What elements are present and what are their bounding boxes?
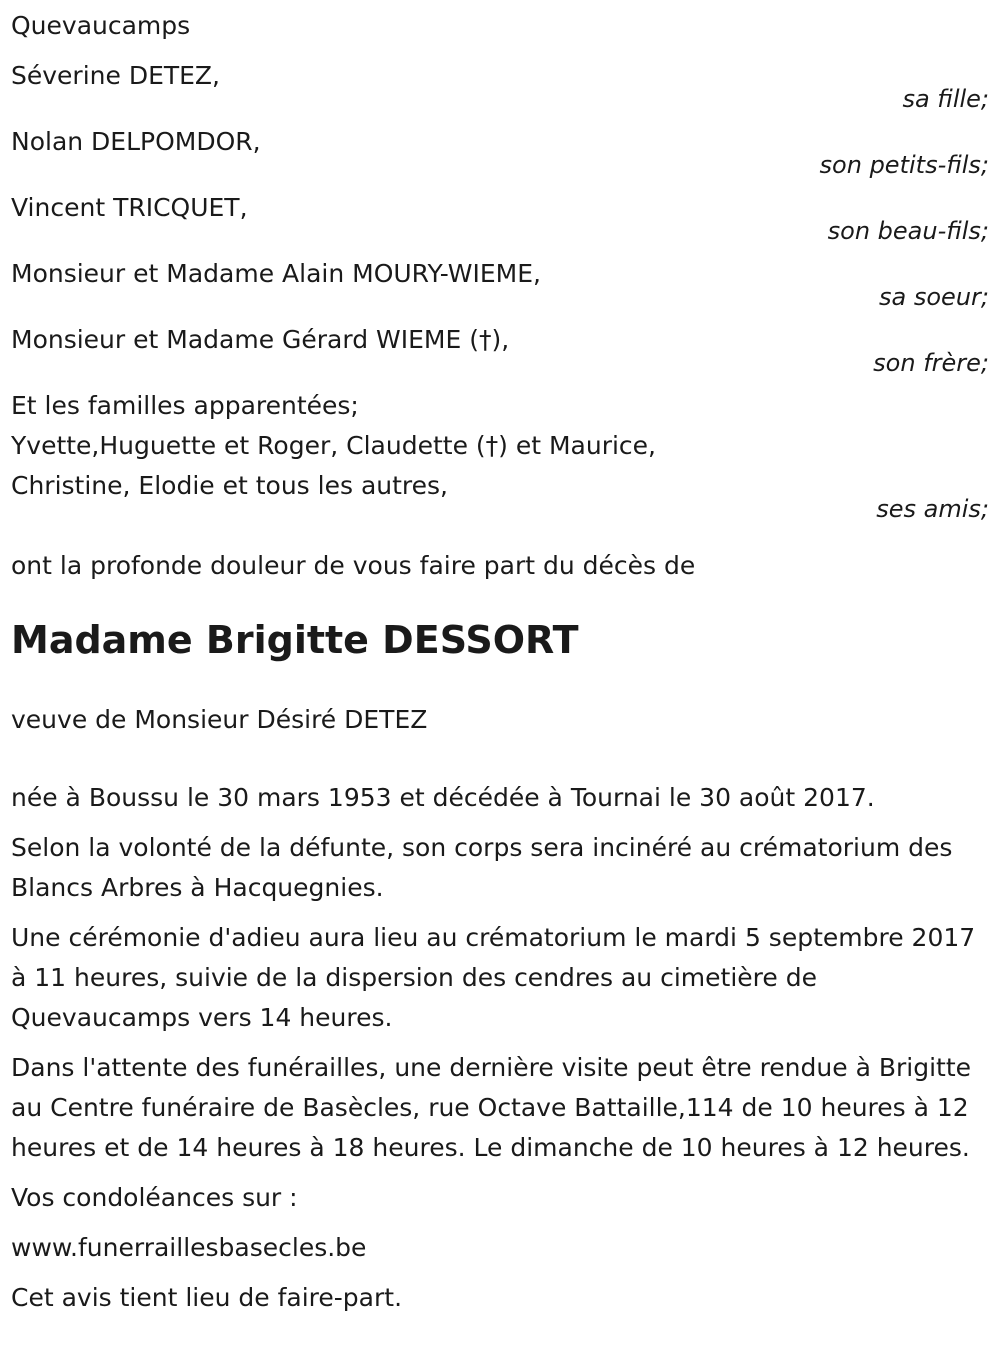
mourner-relation: son beau-fils;	[827, 217, 989, 245]
families-line: Yvette,Huguette et Roger, Claudette (†) et Maurice,	[11, 431, 657, 460]
mourner-relation: sa soeur;	[879, 283, 989, 311]
condolences-label: Vos condoléances sur :	[11, 1183, 298, 1212]
ceremony-paragraph: Une cérémonie d'adieu aura lieu au crématorium le mardi 5 septembre 2017 à 11 heures, suivie de la dispersion des cendres au cimetière de Quevaucamps vers 14 heures.	[11, 923, 976, 1032]
families-relation: ses amis;	[876, 495, 989, 523]
announcement-text: ont la profonde douleur de vous faire part du décès de	[11, 551, 696, 580]
mourner-name: Monsieur et Madame Gérard WIEME (†),	[11, 325, 510, 354]
mourner-relation: son petits-fils;	[819, 151, 989, 179]
mourner-relation: sa fille;	[902, 85, 989, 113]
mourner-name: Vincent TRICQUET,	[11, 193, 248, 222]
locality: Quevaucamps	[11, 11, 191, 40]
mourner-name: Nolan DELPOMDOR,	[11, 127, 261, 156]
mourner-relation: son frère;	[873, 349, 989, 377]
visitation-paragraph: Dans l'attente des funérailles, une dernière visite peut être rendue à Brigitte au Centre funéraire de Basècles, rue Octave Battaille,114 de 10 heures à 12 heures et de 14 heures à 18 heures. Le dimanche de 10 heures à 12 heures.	[11, 1053, 972, 1162]
obituary-notice	[11, 6, 989, 1318]
birth-death-dates: née à Boussu le 30 mars 1953 et décédée à Tournai le 30 août 2017.	[11, 783, 875, 812]
cremation-paragraph: Selon la volonté de la défunte, son corps sera incinéré au crématorium des Blancs Arbres à Hacquegnies.	[11, 833, 953, 902]
closing-text: Cet avis tient lieu de faire-part.	[11, 1283, 403, 1312]
mourner-name: Monsieur et Madame Alain MOURY-WIEME,	[11, 259, 541, 288]
mourner-name: Séverine DETEZ,	[11, 61, 221, 90]
families-line: Christine, Elodie et tous les autres,	[11, 471, 448, 500]
deceased-name: Madame Brigitte DESSORT	[11, 618, 579, 662]
families-line: Et les familles apparentées;	[11, 391, 359, 420]
widow-of: veuve de Monsieur Désiré DETEZ	[11, 705, 428, 734]
website-link[interactable]: www.funerraillesbasecles.be	[11, 1233, 367, 1262]
